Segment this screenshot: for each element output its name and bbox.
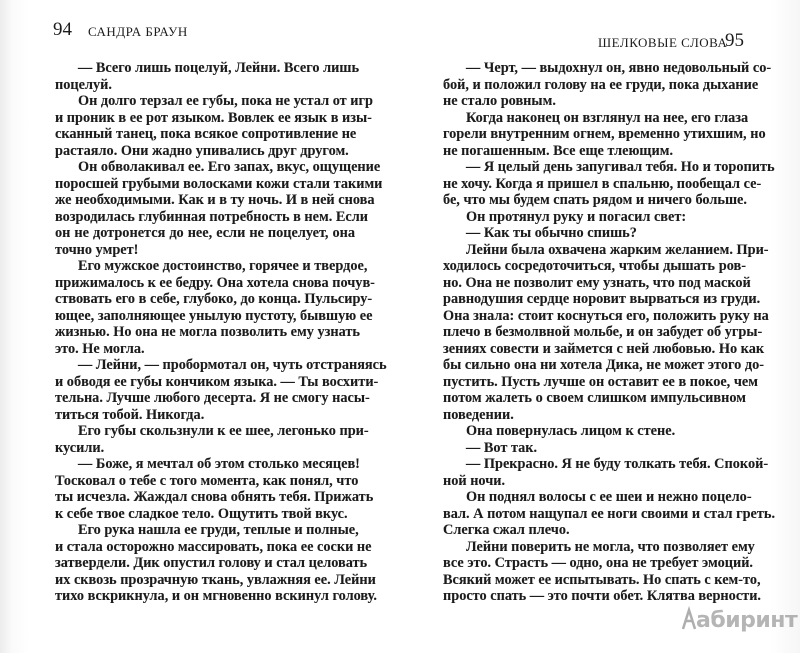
text-line: горели внутренним огнем, временно утихшим, но bbox=[443, 126, 766, 142]
text-line: вал. А потом нащупал ее ноги своими и стал греть. bbox=[443, 505, 776, 522]
text-line: — Вот так. bbox=[466, 439, 538, 456]
text-line: Его рука нашла ее груди, теплые и полные, bbox=[78, 522, 359, 538]
text-line: ты исчезла. Жаждал снова обнять тебя. Прижать bbox=[55, 489, 374, 505]
text-line: Он обволакивал ее. Его запах, вкус, ощущение bbox=[78, 159, 381, 175]
text-line: к себе твое сладкое тело. Ощутить твой вкус. bbox=[55, 505, 348, 522]
text-line: бой, и положил голову на ее груди, пока дыхание bbox=[443, 76, 759, 93]
text-line: Лейни поверить не могла, что позволяет ему bbox=[466, 538, 755, 555]
text-line: — Как ты обычно спишь? bbox=[466, 225, 637, 241]
text-line: и проник в ее рот языком. Вовлек ее язык в изы- bbox=[55, 109, 372, 126]
text-line: ходилось сосредоточиться, чтобы дышать ров- bbox=[443, 258, 746, 274]
text-line: — Черт, — выдохнул он, явно недовольный со- bbox=[466, 60, 772, 76]
text-line: Когда наконец он взглянул на нее, его глаза bbox=[466, 109, 749, 126]
right-page-text bbox=[443, 60, 776, 605]
text-line: Она знала: стоит коснуться его, положить руку на bbox=[443, 307, 769, 324]
text-line: но. Она не позволит ему узнать, что под маской bbox=[443, 274, 751, 291]
labyrinth-logo-icon bbox=[682, 608, 696, 630]
text-line: не погашенным. Все еще тлеющим. bbox=[443, 142, 674, 159]
text-line: он не дотронется до нее, если не поцелует, она bbox=[55, 225, 355, 241]
text-line: не хочу. Когда я пришел в спальню, пообещал се- bbox=[443, 175, 762, 192]
text-line: сканный танец, пока всякое сопротивление не bbox=[55, 126, 357, 142]
text-line: бе, что мы будем спать рядом и ничего больше. bbox=[443, 192, 747, 208]
text-line: поросшей грубыми волосками кожи стали такими bbox=[55, 175, 383, 192]
text-line: поведении. bbox=[443, 406, 514, 423]
text-line: — Я целый день запугивал тебя. Но и торопить bbox=[466, 159, 775, 175]
text-line: ющее, заполняющее унылую пустоту, бывшую ее bbox=[55, 307, 373, 324]
text-line: Он долго терзал ее губы, пока не устал от игр bbox=[78, 93, 373, 109]
text-line: — Всего лишь поцелуй, Лейни. Всего лишь bbox=[78, 60, 360, 76]
text-line: Всякий может ее испытывать. Но спать с кем-то, bbox=[443, 571, 761, 588]
text-line: их сквозь прозрачную ткань, увлажняя ее. Лейни bbox=[55, 571, 376, 588]
text-line: бы сильно она ни хотела Дика, не может этого до- bbox=[443, 357, 765, 373]
text-line: не стало ровным. bbox=[443, 93, 556, 109]
text-line: и стала осторожно массировать, пока ее соски не bbox=[55, 538, 372, 555]
text-line: ствовать его в себе, глубоко, до конца. Пульсиру- bbox=[55, 291, 373, 307]
text-line: поцелуй. bbox=[55, 76, 112, 93]
text-line: же необходимыми. Как и в ту ночь. И в ней снова bbox=[55, 192, 375, 208]
text-line: тихо вскрикнула, и он мгновенно вскинул голову. bbox=[55, 588, 377, 604]
text-line: равнодушия сердце норовит вырваться из груди. bbox=[443, 291, 761, 307]
text-line: плечо в безмолвной мольбе, и он забудет об угры- bbox=[443, 324, 763, 340]
text-line: Лейни была охвачена жарким желанием. При- bbox=[466, 241, 769, 258]
text-line: это. Не могла. bbox=[55, 340, 145, 357]
running-head-title: ШЕЛКОВЫЕ СЛОВА bbox=[598, 35, 728, 50]
text-line: все это. Страсть — одно, она не требует эмоций. bbox=[443, 555, 754, 571]
running-head-author: САНДРА БРАУН bbox=[88, 24, 188, 39]
text-line: Тосковал о тебе с того момента, как понял, что bbox=[55, 472, 359, 489]
text-line: затвердели. Дик опустил голову и стал целовать bbox=[55, 555, 368, 571]
text-line: растаяло. Они жадно упивались друг другом. bbox=[55, 142, 349, 159]
text-line: Он протянул руку и погасил свет: bbox=[466, 208, 687, 225]
text-line: ной ночи. bbox=[443, 472, 506, 489]
text-line: точно умрет! bbox=[55, 241, 139, 258]
page-number: 94 bbox=[53, 19, 72, 40]
watermark-text: абиринт bbox=[696, 608, 798, 633]
text-line: — Прекрасно. Я не буду толкать тебя. Спокой- bbox=[466, 456, 769, 472]
text-line: пустить. Пусть лучше он оставит ее в покое, чем bbox=[443, 373, 758, 390]
left-page-text bbox=[55, 60, 387, 605]
page-number: 95 bbox=[725, 30, 744, 51]
watermark-logo bbox=[682, 608, 797, 633]
text-line: — Лейни, — пробормотал он, чуть отстраняясь bbox=[78, 357, 387, 373]
text-line: Он поднял волосы с ее шеи и нежно поцело- bbox=[466, 489, 752, 505]
text-line: Она повернулась лицом к стене. bbox=[466, 423, 676, 439]
text-line: потом жалеть о своем слишком импульсивном bbox=[443, 390, 746, 406]
text-line: Его губы скользнули к ее шее, легонько при- bbox=[78, 423, 369, 439]
text-line: Его мужское достоинство, горячее и твердое, bbox=[78, 258, 368, 274]
text-line: прижималось к ее бедру. Она хотела снова почув- bbox=[55, 274, 375, 291]
text-line: и обводя ее губы кончиком языка. — Ты восхити- bbox=[55, 373, 379, 390]
text-line: тельна. Лучше любого десерта. Я не смогу насы- bbox=[55, 390, 370, 406]
text-line: просто спать — это почти обет. Клятва верности. bbox=[443, 588, 762, 604]
text-line: титься тобой. Никогда. bbox=[55, 406, 205, 423]
text-line: — Боже, я мечтал об этом столько месяцев! bbox=[78, 456, 360, 472]
text-line: возродилась глубинная потребность в нем. Если bbox=[55, 208, 369, 225]
text-line: кусили. bbox=[55, 439, 105, 456]
text-line: зениях совести и займется с ней любовью. Но как bbox=[443, 340, 765, 357]
text-line: жизнью. Но она не могла позволить ему узнать bbox=[55, 324, 360, 340]
right-page bbox=[400, 0, 800, 653]
text-line: Слегка сжал плечо. bbox=[443, 522, 570, 538]
